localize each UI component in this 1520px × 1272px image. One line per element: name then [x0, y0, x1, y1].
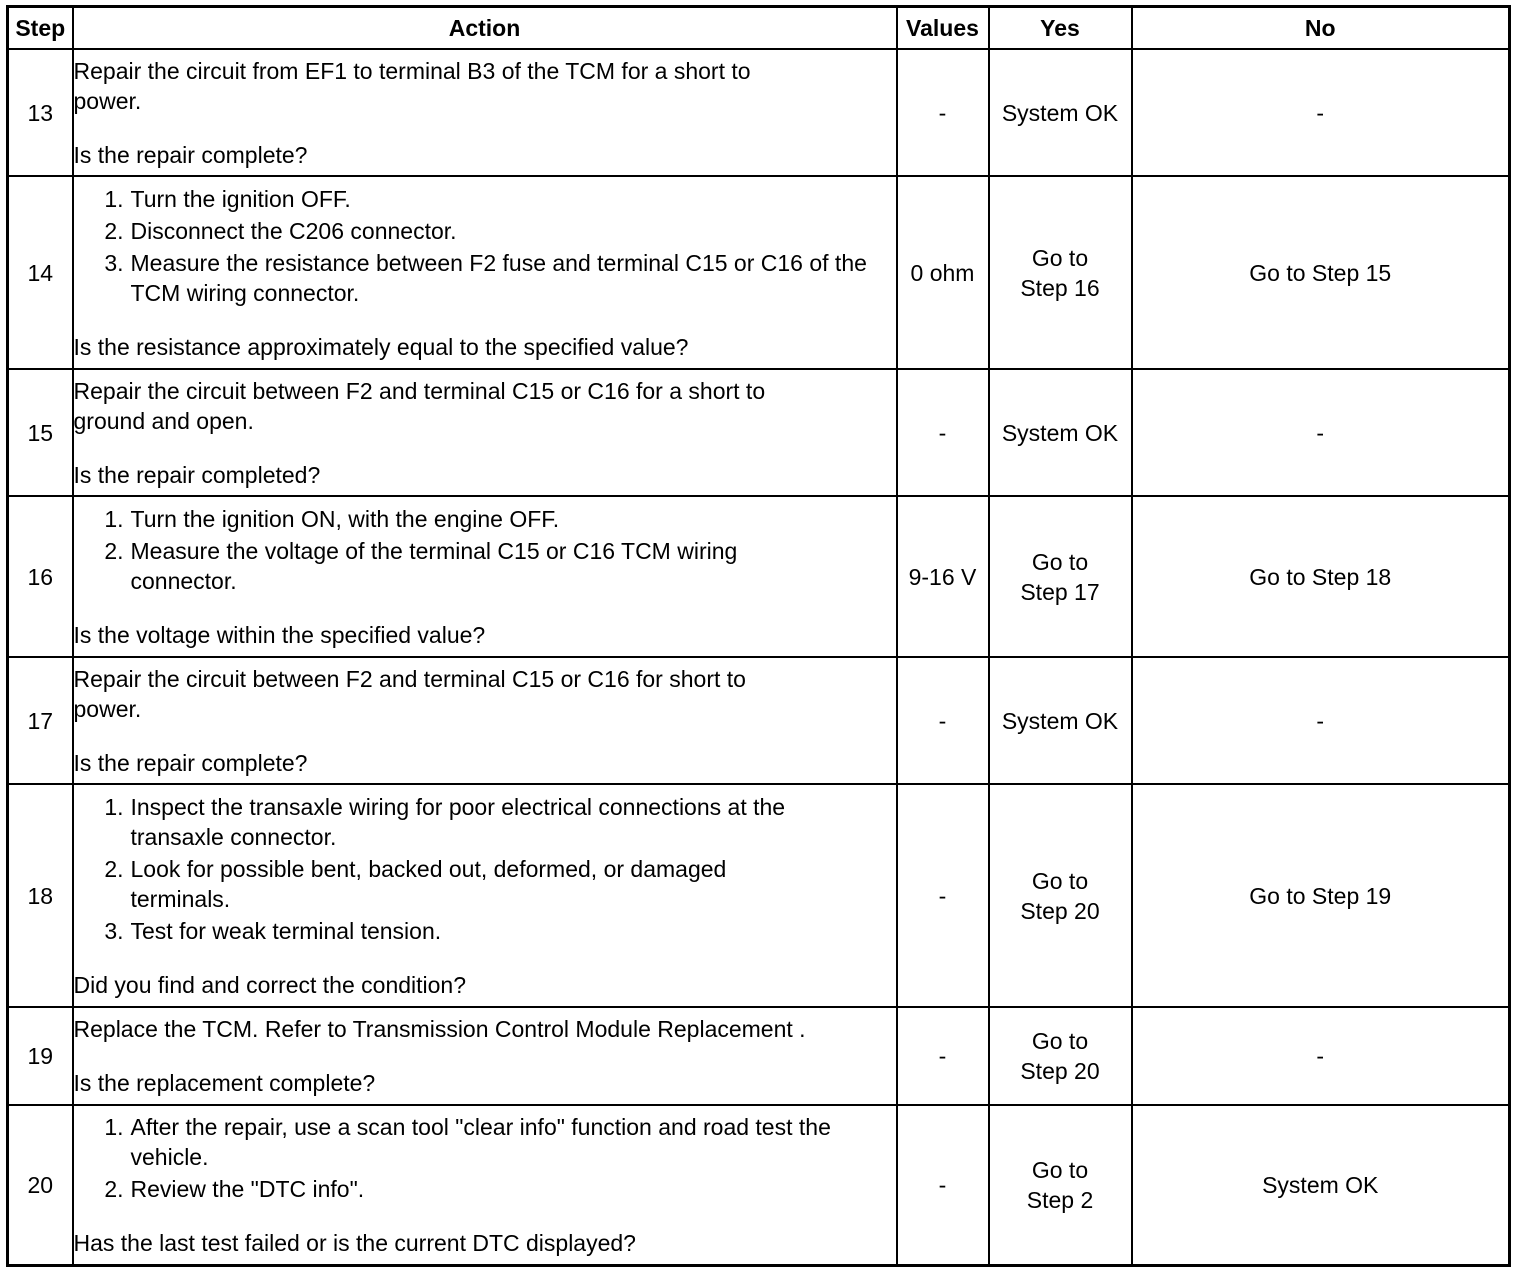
action-steps: [74, 184, 896, 308]
step-index: 2.: [104, 538, 124, 564]
yes-cell: [989, 496, 1132, 657]
yes-text: System OK: [1001, 707, 1119, 734]
no-cell: -: [1132, 1007, 1510, 1105]
yes-text: Go to: [1031, 1156, 1089, 1183]
yes-text: Go to: [1031, 548, 1089, 575]
table-row: [8, 176, 1510, 369]
yes-text: Step 16: [1020, 274, 1100, 301]
list-item: [74, 916, 896, 946]
step-number: 16: [8, 496, 73, 657]
step-text: Turn the ignition OFF.: [130, 186, 351, 212]
no-cell: -: [1132, 369, 1510, 496]
step-index: 3.: [104, 918, 124, 944]
no-cell: System OK: [1132, 1105, 1510, 1265]
table-row: [8, 369, 1510, 496]
action-question: Is the repair completed?: [73, 461, 321, 488]
value-cell: 9-16 V: [897, 496, 989, 657]
action-cell: [73, 49, 897, 176]
header-step: Step: [8, 7, 73, 50]
step-number: 15: [8, 369, 73, 496]
action-text: Repair the circuit between F2 and terminal C15 or C16 for short to: [73, 665, 746, 692]
no-cell: Go to Step 19: [1132, 784, 1510, 1007]
header-row: [8, 7, 1510, 50]
yes-text: Step 20: [1020, 897, 1100, 924]
step-text: Test for weak terminal tension.: [130, 918, 442, 944]
value-cell: -: [897, 784, 989, 1007]
header-no: No: [1132, 7, 1510, 50]
list-item: [74, 216, 896, 246]
yes-text: Step 20: [1020, 1058, 1100, 1084]
step-number: 13: [8, 49, 73, 176]
yes-cell: [989, 176, 1132, 369]
yes-text: Step 17: [1020, 578, 1100, 605]
yes-cell: [989, 49, 1132, 176]
no-cell: Go to Step 15: [1132, 176, 1510, 369]
value-cell: 0 ohm: [897, 176, 989, 369]
action-question: Is the resistance approximately equal to the specified value?: [73, 334, 689, 360]
step-number: 17: [8, 657, 73, 784]
step-text: Look for possible bent, backed out, deformed, or damaged terminals.: [130, 856, 727, 912]
list-item: [74, 184, 896, 214]
step-text: Measure the voltage of the terminal C15 or C16 TCM wiring connector.: [130, 538, 738, 594]
table-row: [8, 784, 1510, 1007]
action-question: Is the replacement complete?: [73, 1070, 376, 1096]
action-steps: [74, 792, 896, 946]
action-cell: [73, 496, 897, 657]
step-text: Inspect the transaxle wiring for poor electrical connections at the transaxle connector.: [130, 794, 786, 850]
action-cell: [73, 1007, 897, 1105]
step-number: 19: [8, 1007, 73, 1105]
step-text: Review the "DTC info".: [130, 1176, 365, 1203]
action-text: ground and open.: [73, 407, 254, 434]
yes-text: Go to: [1031, 1028, 1089, 1054]
list-item: [74, 536, 896, 596]
step-index: 2.: [104, 218, 124, 244]
value-cell: -: [897, 1007, 989, 1105]
action-cell: [73, 176, 897, 369]
header-values: Values: [897, 7, 989, 50]
table-row: [8, 657, 1510, 784]
yes-cell: [989, 1105, 1132, 1265]
yes-text: Go to: [1031, 244, 1089, 271]
step-index: 1.: [104, 186, 124, 212]
no-cell: -: [1132, 49, 1510, 176]
diagnostic-table: [6, 5, 1511, 1267]
step-text: Disconnect the C206 connector.: [130, 218, 457, 244]
list-item: [74, 854, 896, 914]
value-cell: -: [897, 1105, 989, 1265]
step-number: 14: [8, 176, 73, 369]
value-cell: -: [897, 49, 989, 176]
step-index: 3.: [104, 250, 124, 276]
action-cell: [73, 369, 897, 496]
yes-cell: [989, 369, 1132, 496]
yes-cell: [989, 784, 1132, 1007]
step-index: 1.: [104, 1114, 124, 1141]
yes-text: Step 2: [1026, 1186, 1094, 1213]
action-text: power.: [73, 695, 142, 722]
action-cell: [73, 784, 897, 1007]
table-row: [8, 1105, 1510, 1265]
list-item: [74, 504, 896, 534]
action-steps: [74, 504, 896, 596]
header-action: Action: [73, 7, 897, 50]
yes-text: System OK: [1001, 419, 1119, 446]
value-cell: -: [897, 657, 989, 784]
list-item: [74, 1112, 896, 1172]
list-item: [74, 1174, 896, 1204]
list-item: [74, 792, 896, 852]
step-index: 1.: [104, 506, 124, 532]
action-text: Repair the circuit from EF1 to terminal B3 of the TCM for a short to: [73, 57, 751, 84]
action-question: Is the repair complete?: [73, 141, 308, 168]
yes-cell: [989, 1007, 1132, 1105]
action-question: Is the voltage within the specified value?: [73, 622, 486, 648]
action-question: Did you find and correct the condition?: [73, 972, 467, 998]
step-number: 18: [8, 784, 73, 1007]
list-item: [74, 248, 896, 308]
action-text: Replace the TCM. Refer to Transmission Control Module Replacement .: [73, 1016, 806, 1042]
action-question: Is the repair complete?: [73, 749, 308, 776]
action-steps: [74, 1112, 896, 1204]
yes-text: System OK: [1001, 99, 1119, 126]
step-index: 1.: [104, 794, 124, 820]
no-cell: Go to Step 18: [1132, 496, 1510, 657]
yes-cell: [989, 657, 1132, 784]
step-index: 2.: [104, 1176, 124, 1203]
table-row: [8, 1007, 1510, 1105]
action-cell: [73, 1105, 897, 1265]
header-yes: Yes: [989, 7, 1132, 50]
step-index: 2.: [104, 856, 124, 882]
action-cell: [73, 657, 897, 784]
action-question: Has the last test failed or is the current DTC displayed?: [73, 1230, 636, 1257]
action-text: power.: [73, 87, 142, 114]
step-text: Measure the resistance between F2 fuse and terminal C15 or C16 of the TCM wiring connector.: [130, 250, 867, 306]
table-row: [8, 496, 1510, 657]
step-text: After the repair, use a scan tool "clear info" function and road test the vehicle.: [130, 1114, 831, 1171]
action-text: Repair the circuit between F2 and terminal C15 or C16 for a short to: [73, 377, 766, 404]
yes-text: Go to: [1031, 867, 1089, 894]
step-number: 20: [8, 1105, 73, 1265]
table-row: [8, 49, 1510, 176]
value-cell: -: [897, 369, 989, 496]
no-cell: -: [1132, 657, 1510, 784]
step-text: Turn the ignition ON, with the engine OFF.: [130, 506, 560, 532]
